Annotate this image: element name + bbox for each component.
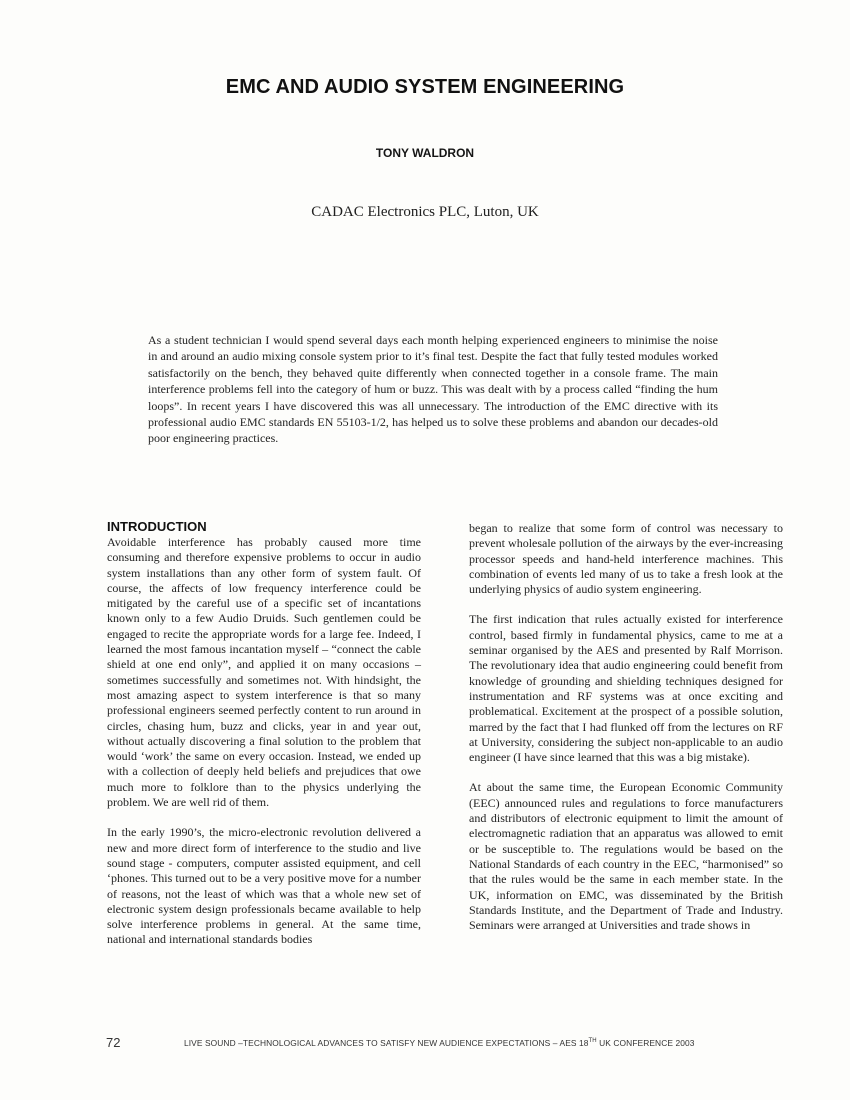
author-affiliation: CADAC Electronics PLC, Luton, UK xyxy=(311,204,539,220)
paragraph: At about the same time, the European Economic Community (EEC) announced rules and regulations to force manufacturers and distributors of electronic equipment to limit the amount of electromagnetic radiation that an apparatus was allowed to emit or be susceptible to. The regulations would be based on the National Standards of each country in the EEC, “harmonised” so that the rules would be the same in each member state. In the UK, information on EMC, was disseminated by the British Standards Institute, and the Department of Trade and Industry. Seminars were arranged at Universities and trade shows in xyxy=(469,780,783,933)
paragraph: The first indication that rules actually existed for interference control, based firmly in fundamental physics, came to me at a seminar organised by the AES and presented by Ralf Morrison. The revolutionary idea that audio engineering could benefit from knowledge of grounding and shielding techniques designed for instrumentation and RF systems was at once exciting and problematical. Excitement at the prospect of a possible solution, marred by the fact that I had flunked off from the lectures on RF at University, considering the subject non-applicable to an audio engineer (I have since learned that this was a big mistake). xyxy=(469,612,783,765)
section-heading-introduction: INTRODUCTION xyxy=(107,519,207,534)
right-column xyxy=(469,521,783,948)
abstract: As a student technician I would spend several days each month helping experienced engineers to minimise the noise in and around an audio mixing console system prior to it’s final test. Despite the fact that fully tested modules worked satisfactorily on the bench, they behaved quite differently when connected together in a console frame. The main interference problems fell into the category of hum or buzz. This was dealt with by a process called “finding the hum loops”. In recent years I have discovered this was all unnecessary. The introduction of the EMC directive with its professional audio EMC standards EN 55103-1/2, has helped us to solve these problems and abandon our decades-old poor engineering practices. xyxy=(148,333,718,446)
author-name: TONY WALDRON xyxy=(375,146,475,160)
footer-ordinal-suffix: TH xyxy=(588,1038,597,1045)
paragraph: In the early 1990’s, the micro-electronic revolution delivered a new and more direct form of interference to the studio and live sound stage - computers, computer assisted equipment, and cell ‘phones. This turned out to be a very positive move for a number of reasons, not the least of which was that a whole new set of electronic system design professionals became available to help solve interference problems in general. At the same time, national and international standards bodies xyxy=(107,825,421,947)
page-number: 72 xyxy=(106,1035,121,1050)
running-footer xyxy=(184,1038,695,1048)
paper-title: EMC AND AUDIO SYSTEM ENGINEERING xyxy=(225,76,625,98)
left-column xyxy=(107,519,421,963)
footer-conference-suffix: UK CONFERENCE 2003 xyxy=(596,1038,695,1048)
paragraph: Avoidable interference has probably caused more time consuming and therefore expensive problems to occur in audio system installations than any other form of system fault. Of course, the affects of low frequency interference could be mitigated by the careful use of a specific set of incantations known only to a few Audio Druids. Such gentlemen could be engaged to recite the appropriate words for a large fee. Indeed, I learned the most famous incantation myself – “connect the cable shield at one end only”, and applied it on many occasions – sometimes successfully and sometimes not. With hindsight, the most amazing aspect to system interference is that so many professional engineers seemed perfectly content to run around in circles, chasing hum, buzz and clicks, year in and year out, without actually discovering a final solution to the problem that would ‘work’ the same on every occasion. Instead, we ended up with a collection of deeply held beliefs and prejudices that owe much more to folklore than to the physics underlying the problem. We are well rid of them. xyxy=(107,535,421,810)
paragraph: began to realize that some form of control was necessary to prevent wholesale pollution of the airways by the ever-increasing processor speeds and hand-held interference machines. This combination of events led many of us to take a fresh look at the underlying physics of audio system engineering. xyxy=(469,521,783,597)
footer-conference-prefix: LIVE SOUND –TECHNOLOGICAL ADVANCES TO SATISFY NEW AUDIENCE EXPECTATIONS – AES 18 xyxy=(184,1038,589,1048)
